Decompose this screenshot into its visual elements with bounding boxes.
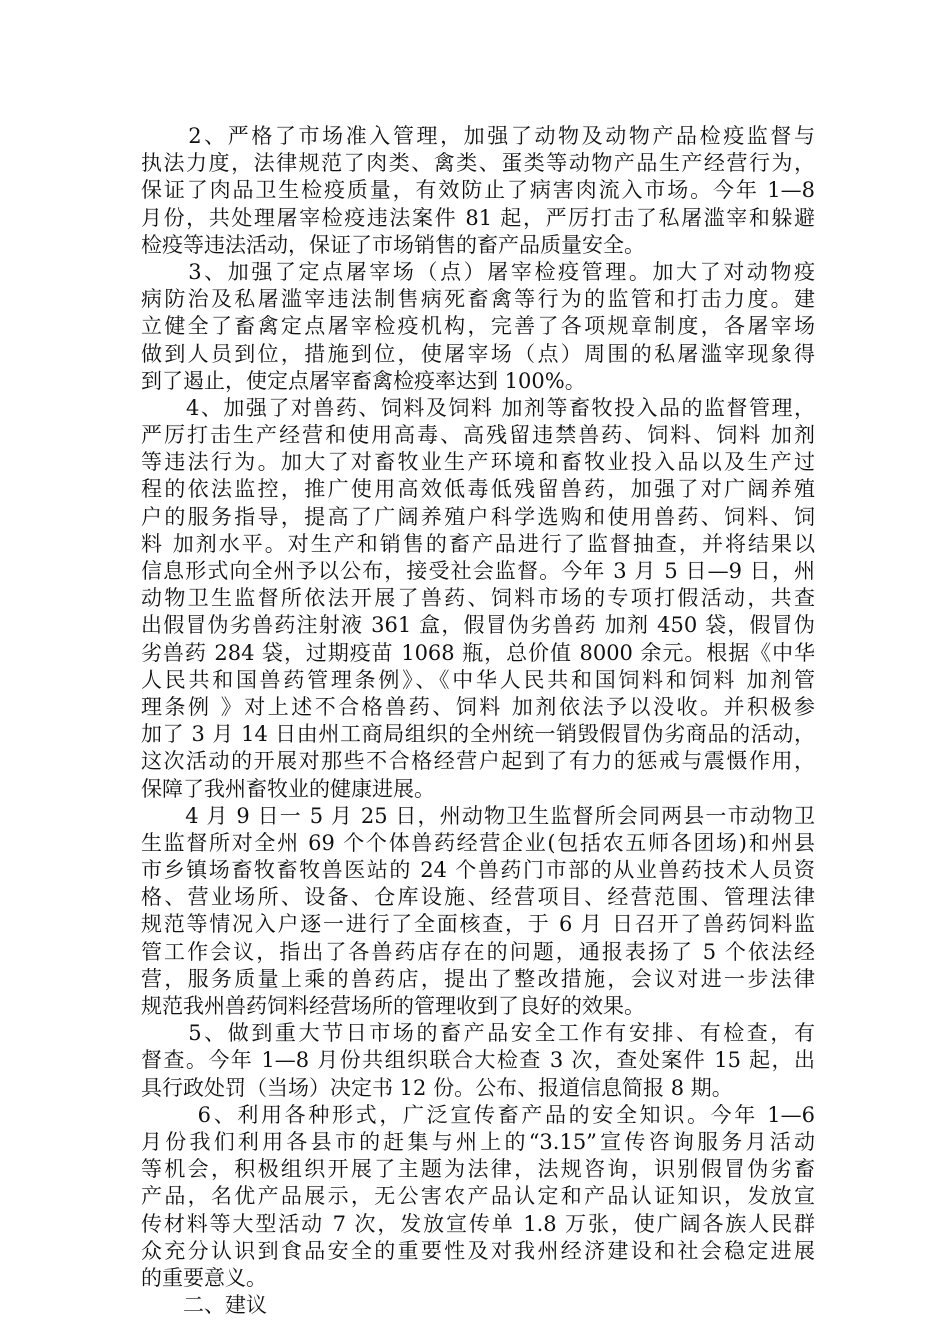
- text-line: 2、严格了市场准入管理，加强了动物及动物产品检疫监督与: [141, 124, 815, 148]
- text-line: 理条例 》对上述不合格兽药、饲料 加剂依法予以没收。并积极参: [141, 694, 815, 719]
- text-line: 营，服务质量上乘的兽药店，提出了整改措施，会议对进一步法律: [141, 966, 815, 991]
- text-line: 4、加强了对兽药、饲料及饲料 加剂等畜牧投入品的监督管理，: [141, 395, 815, 420]
- text-line: 传材料等大型活动 7 次，发放宣传单 1.8 万张，使广阔各族人民群: [141, 1211, 815, 1236]
- text-line: 严厉打击生产经营和使用高毒、高残留违禁兽药、饲料、饲料 加剂: [141, 423, 815, 448]
- text-line: 立健全了畜禽定点屠宰检疫机构，完善了各项规章制度，各屠宰场: [141, 314, 815, 339]
- text-line: 人民共和国兽药管理条例》、《中华人民共和国饲料和饲料 加剂管: [141, 667, 815, 692]
- document-body: [141, 123, 815, 1319]
- text-line: 市乡镇场畜牧畜牧兽医站的 24 个兽药门市部的从业兽药技术人员资: [141, 858, 815, 883]
- text-line: 规范我州兽药饲料经营场所的管理收到了良好的效果。: [141, 994, 645, 1018]
- text-line: 劣兽药 284 袋，过期疫苗 1068 瓶，总价值 8000 余元。根据《中华: [141, 640, 815, 665]
- text-line: 5、做到重大节日市场的畜产品安全工作有安排、有检查，有: [141, 1021, 815, 1046]
- text-line: 做到人员到位，措施到位，使屠宰场（点）周围的私屠滥宰现象得: [141, 341, 815, 366]
- text-line: 保证了肉品卫生检疫质量，有效防止了病害肉流入市场。今年 1—8: [141, 178, 815, 203]
- text-line: 等机会，积极组织开展了主题为法律，法规咨询，识别假冒伪劣畜: [141, 1157, 815, 1182]
- text-line: 4 月 9 日一 5 月 25 日，州动物卫生监督所会同两县一市动物卫: [141, 803, 815, 828]
- text-line: 格、营业场所、设备、仓库设施、经营项目、经营范围、管理法律: [141, 885, 815, 910]
- text-line: 程的依法监控，推广使用高效低毒低残留兽药，加强了对广阔养殖: [141, 477, 815, 502]
- text-line: 保障了我州畜牧业的健康进展。: [141, 776, 435, 801]
- text-line: 督查。今年 1—8 月份共组织联合大检查 3 次，查处案件 15 起，出: [141, 1048, 815, 1073]
- text-line: 管工作会议，指出了各兽药店存在的问题，通报表扬了 5 个依法经: [141, 939, 815, 964]
- text-line: 加了 3 月 14 日由州工商局组织的全州统一销毁假冒伪劣商品的活动，: [141, 722, 815, 747]
- text-line: 信息形式向全州予以公布，接受社会监督。今年 3 月 5 日—9 日，州: [141, 559, 815, 583]
- text-line: 3、加强了定点屠宰场（点）屠宰检疫管理。加大了对动物疫: [141, 259, 815, 284]
- text-line: 病防治及私屠滥宰违法制售病死畜禽等行为的监管和打击力度。建: [141, 287, 815, 312]
- text-line: 具行政处罚（当场）决定书 12 份。公布、报道信息简报 8 期。: [141, 1075, 733, 1100]
- text-line: 检疫等违法活动，保证了市场销售的畜产品质量安全。: [141, 232, 645, 257]
- text-line: 规范等情况入户逐一进行了全面核查，于 6 月 日召开了兽药饲料监: [141, 912, 815, 937]
- text-line: 月份，共处理屠宰检疫违法案件 81 起，严厉打击了私屠滥宰和躲避: [141, 205, 815, 230]
- text-line: 料 加剂水平。对生产和销售的畜产品进行了监督抽查，并将结果以: [141, 531, 815, 556]
- text-line: 等违法行为。加大了对畜牧业生产环境和畜牧业投入品以及生产过: [141, 450, 815, 475]
- section-heading: 二、建议: [141, 1293, 267, 1318]
- text-line: 生监督所对全州 69 个个体兽药经营企业(包括农五师各团场)和州县: [141, 830, 815, 855]
- text-line: 的重要意义。: [141, 1265, 267, 1290]
- text-line: 出假冒伪劣兽药注射液 361 盒，假冒伪劣兽药 加剂 450 袋，假冒伪: [141, 613, 815, 638]
- text-line: 动物卫生监督所依法开展了兽药、饲料市场的专项打假活动，共查: [141, 586, 815, 611]
- text-line: 6、利用各种形式，广泛宣传畜产品的安全知识。今年 1—6: [141, 1102, 815, 1127]
- text-line: 这次活动的开展对那些不合格经营户起到了有力的惩戒与震慑作用，: [141, 749, 815, 774]
- text-line: 众充分认识到食品安全的重要性及对我州经济建设和社会稳定进展: [141, 1238, 815, 1263]
- text-line: 执法力度，法律规范了肉类、禽类、蛋类等动物产品生产经营行为，: [141, 151, 815, 176]
- text-line: 月份我们利用各县市的赶集与州上的“3.15”宣传咨询服务月活动: [141, 1129, 815, 1154]
- text-line: 户的服务指导，提高了广阔养殖户科学选购和使用兽药、饲料、饲: [141, 504, 815, 529]
- text-line: 到了遏止，使定点屠宰畜禽检疫率达到 100%。: [141, 368, 586, 393]
- text-line: 产品，名优产品展示，无公害农产品认定和产品认证知识，发放宣: [141, 1184, 815, 1209]
